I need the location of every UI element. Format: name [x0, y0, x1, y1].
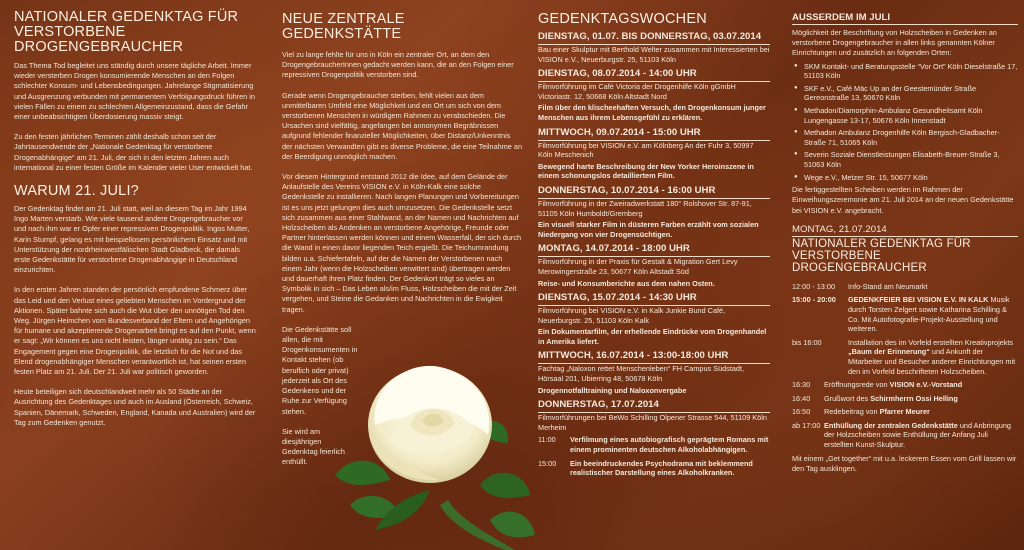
program-text-highlight: Enthüllung der zentralen Gedenkstätte [824, 420, 958, 430]
screening-row [538, 459, 770, 478]
program-text-highlight: VISION e.V.-Vorstand [889, 380, 963, 390]
paragraph: Sie wird am diesjährigen Gedenktag feierlich enthüllt. [282, 426, 345, 467]
program-text-post: und Ankunft der Mitarbeiter und Besucher anderer Einrichtungen mit den im Vorfeld beschrifteten Holzscheiben. [848, 347, 1016, 376]
event-date-heading: DONNERSTAG, 17.07.2014 [538, 399, 770, 413]
program-row [792, 380, 1018, 390]
heading-memorial-weeks: GEDENKTAGSWOCHEN [538, 11, 707, 27]
event-description: Ein Dokumentarfilm, der erhellende Eindrücke vom Drogenhandel in Amerika liefert. [538, 327, 767, 346]
program-text-pre: Grußwort des [824, 393, 871, 403]
paragraph: Die Gedenkstätte soll allen, die mit Drogenkonsumenten in Kontakt stehen (ob beruflich oder privat) jederzeit als Ort des Gedenkens und der Ruhe zur Verfügung stehen. [282, 324, 358, 416]
program-time: bis 16:00 [792, 337, 822, 347]
paragraph: Heute beteiligen sich deutschlandweit mehr als 50 Städte an der Ausrichtung des Gedenktages und auch im Ausland (Österreich, Schweiz, Spanien, Dänemark, Schweden, England, Kanada und Australien) wird der Tag zum Gedenken genutzt. [14, 387, 256, 427]
program-row [792, 407, 1018, 417]
screening-description: Ein beeindruckendes Psychodrama mit beklemmend realistischer Darstellung eines Alkoholkranken. [570, 458, 753, 478]
place-item: ● Methadon/Diamorphin-Ambulanz Gesundheitsamt Köln Lungengasse 13-17, 50676 Köln Innenstadt [792, 106, 1018, 125]
program-time: 12:00 - 13:00 [792, 281, 836, 291]
event-location: Filmvorführung bei VISION e.V. in Kalk Junkie Bund Café, Neuerburgstr. 25, 51103 Köln Kalk [538, 306, 726, 325]
heading-memorial-day: NATIONALER GEDENKTAG FÜR VERSTORBENE DROGENGEBRAUCHER [14, 9, 239, 55]
program-time: 15:00 - 20:00 [792, 295, 836, 305]
program-text-pre: Eröffnungsrede von [824, 380, 890, 390]
program-text [824, 394, 958, 404]
event-date-heading: DIENSTAG, 08.07.2014 - 14:00 UHR [538, 68, 770, 82]
program-text [848, 338, 1018, 376]
paragraph: Zu den festen jährlichen Terminen zählt deshalb schon seit der Jahrtausendwende der „Nationale Gedenktag für verstorbene Drogenabhängige“ am 21. Juli, der sich in den letzten Jahren auch international zu einer festen Größe im Kalender vieler User entwickelt hat. [14, 132, 253, 172]
event-location: Bau einer Skulptur mit Berthold Welter zusammen mit Interessierten bei VISION e.V., Neuerburgstr. 25, 51103 Köln [538, 45, 770, 64]
paragraph: Mit einem „Get together“ mit u.a. leckerem Essen vom Grill lassen wir den Tag ausklingen. [792, 453, 1017, 473]
event-description: Bewegend harte Beschreibung der New Yorker Heroinszene in einem schonungslos detailliertem Film. [538, 161, 754, 181]
paragraph: Das Thema Tod begleitet uns ständig durch unsere tägliche Arbeit. Immer wieder versterben Drogen konsumierende Menschen an den Folgen schlechter Konsum- und Lebensbedingungen. Jahrelange Stigmatisierung und Ausgrenzung verbunden mit permanentem Verfolgungsdruck führen in vielen Fällen zu einem zu schlechten Allgemeinzustand, dass die Gefahr einer unbeabsichtigten Überdosierung massiv steigt. [14, 61, 255, 122]
program-text-post: und Anbringung der Holzscheiben sowie Enthüllung der Anfang Juli erstellten Kunst-Skulptur. [824, 420, 1011, 450]
program-time: 16:30 [792, 380, 811, 390]
white-rose-image [330, 355, 535, 550]
program-row [792, 421, 1018, 450]
program-time: 16:40 [792, 393, 811, 403]
event-location: Filmvorführung in der Praxis für Gestalt & Migration Gert Levy Merowingerstraße 23, 50677 Köln Altstadt Süd [538, 257, 738, 276]
event-description: Drogennotfalltraining und Naloxonvergabe [538, 385, 687, 395]
column-also-in-july [792, 0, 1018, 550]
program-text [824, 380, 962, 390]
event-date-heading: DONNERSTAG, 10.07.2014 - 16:00 UHR [538, 185, 770, 199]
column-memorial-day [14, 0, 256, 550]
paragraph: Vor diesem Hintergrund entstand 2012 die Idee, auf dem Gelände der Anlaufstelle des Vereins VISION e.V. in Köln-Kalk eine solche Gedenkstelle zu installieren. Nach langen Planungen und Vorbereitungen ist es uns jetzt gelungen dies auch umzusetzen. Die Gedenkstelle setzt sich zusammen aus einer Stahlwand, an der Namen und Nachrichten auf Holzscheiben als Andenken an verstorbene Angehörige, Freunde oder Partner hinterlassen werden können und einem Wasserfall, der sich durch die Wand in einen davor liegenden Teich ergießt. Die Teichumrandung bilden u.a. Schiefertafeln, auf der die Namen der Verstorbenen nach einem Jahr (wenn die Holzscheiben verwittert sind) übertragen werden und dauerhaft ihren Platz finden. Der Gedenkort trägt so vieles an Symbolik in sich – Das Leben als/im Fluss, Holzscheiben die mit der Zeit vergehen, und Steine die Gedanken und Nachrichten in die Ewigkeit tragen. [282, 172, 522, 314]
place-item: ● SKF e.V., Café Mäc Up an der Geestemünder Straße Gereonstraße 13, 50670 Köln [792, 84, 1018, 103]
event-date-heading: DIENSTAG, 01.07. BIS DONNERSTAG, 03.07.2014 [538, 31, 770, 45]
program-text-highlight: Pfarrer Meurer [879, 407, 930, 417]
program-text [848, 295, 1018, 333]
event-description: Reise- und Konsumberichte aus dem nahen Osten. [538, 278, 715, 288]
program-text-highlight: „Baum der Erinnerung“ [848, 347, 930, 357]
program-row [792, 295, 1018, 333]
column-memorial-weeks [538, 0, 770, 550]
event-location: Fachtag „Naloxon rettet Menschenleben“ FH Campus Südstadt, Hörsaal 201, Ubierring 48, 50678 Köln [538, 364, 745, 384]
paragraph: Der Gedenktag findet am 21. Juli statt, weil an diesem Tag im Jahr 1994 Ingo Marten verstarb. Wie viele tausend andere Drogengebraucher vor und nach ihm war er Opfer einer repressiven Drogenpolitik. Ingos Mutter, Karin Stumpf, gelang es mit beispiellosem persönlichem Einsatz und mit Unterstützung der nordrheinwestfälischen Stadt Gladbeck, die damals erste Gedenkstätte für verstorbene Drogenabhängige in Deutschland einzurichten. [14, 204, 250, 275]
event-date-heading: DIENSTAG, 15.07.2014 - 14:30 UHR [538, 292, 770, 306]
place-item: ● SKM Kontakt- und Beratungsstelle “Vor Ort” Köln Dieselstraße 17, 51103 Köln [792, 62, 1018, 81]
program-time: 16:50 [792, 407, 811, 417]
event-location: Filmvorführung bei VISION e.V. am Kölnberg An der Fuhr 3, 50997 Köln Meschenich [538, 140, 754, 160]
program-text-highlight: Schirmherrn Ossi Helling [870, 393, 958, 403]
place-item: ● Severin Soziale Dienstleistungen Elisabeth-Breuer-Straße 3, 51063 Köln [792, 150, 1018, 169]
screening-list [538, 435, 770, 477]
program-row [792, 338, 1018, 376]
place-item: ● Wege e.V., Metzer Str. 15, 50677 Köln [792, 173, 1018, 183]
paragraph: Die fertiggestellten Scheiben werden im Rahmen der Einweihungszeremonie am 21. Juli 2014 an der neuen Gedenkstätte bei VISION e.V. angebracht. [792, 185, 1014, 215]
event-list [538, 31, 770, 432]
date-heading: MONTAG, 21.07.2014 [792, 224, 1018, 237]
screening-description: Verfilmung eines autobiografisch geprägtem Romans mit einem prominenten deutschen Alkoholabhängigen. [570, 435, 769, 455]
paragraph: Möglichkeit der Beschriftung von Holzscheiben in Gedenken an verstorbene Drogengebraucher in allen links genannten Kölner Einrichtungen und zusätzlich an folgenden Orten: [792, 28, 997, 58]
program-row [792, 394, 1018, 404]
heading-also-in-july: AUSSERDEM IM JULI [792, 12, 1018, 25]
event-date-heading: MITTWOCH, 16.07.2014 - 13:00-18:00 UHR [538, 350, 770, 364]
event-description: Ein visuell starker Film in düsteren Farben erzählt vom sozialen Niedergang von vier Drogensüchtigen. [538, 220, 759, 239]
event-location: Filmvorführungen bei BeWo Schilling Olpener Strasse 544, 51109 Köln Merheim [538, 413, 767, 432]
paragraph: Viel zu lange fehlte für uns in Köln ein zentraler Ort, an dem den DrogengebraucherInnen gedacht werden kann, die an den Folgen einer repressiven Drogenpolitik verstorben sind. [282, 50, 514, 80]
heading-why-july-21: WARUM 21. JULI? [14, 183, 139, 200]
program-text [824, 421, 1018, 450]
event-location: Filmvorführung im Café Victoria der Drogenhilfe Köln gGmbH Victoriastr. 12, 50668 Köln Altstadt Nord [538, 82, 736, 101]
event-date-heading: MONTAG, 14.07.2014 - 18:00 UHR [538, 243, 770, 257]
program-text-pre: Installation des im Vorfeld erstellten Kreativprojekts [848, 337, 1014, 347]
event-description: Film über den klischeehaften Versuch, den Drogenkonsum junger Menschen aus ihrem Lebensgefühl zu erklären. [538, 103, 766, 122]
screening-time: 11:00 [538, 435, 556, 445]
program-row [792, 282, 1018, 292]
program-text-pre: Info-Stand am Neumarkt [848, 281, 928, 291]
paragraph: In den ersten Jahren standen der persönlich empfundene Schmerz über das Leid und den Verlust eines geliebten Menschen im Vordergrund der Aktionen. Später bahnte sich auch die Wut über den unnötigen Tod den Weg. Jürgen Heimchen vom Bundesverband der Eltern und Angehörigen für humane und akzeptierende Drogenarbeit bringt es auf den Punkt, wenn er sagt: „Wir können es uns nicht leisten, länger untätig zu sein.“ Das Engagement gegen eine Drogenpolitik, die letztlich für die Not und das Elend drogenabhängiger Menschen verantwortlich ist, hat seinen ersten festen Platz am 21. Juli. Der 21. Juli war politisch geworden. [14, 285, 256, 377]
program-text-post: Musik durch Torsten Zelgert sowie Katharina Schilling & Co. Mit Autofotografie-Projekt-Ausstellung und weiteren. [848, 295, 1010, 334]
screening-time: 15:00 [538, 458, 557, 468]
place-item: ● Methadon Ambulanz Drogenhilfe Köln Bergisch-Gladbacher-Straße 71, 51065 Köln [792, 128, 1018, 147]
program-list [792, 282, 1018, 450]
program-text-pre: Redebeitrag von [824, 407, 880, 417]
program-text [848, 282, 928, 292]
event-title: NATIONALER GEDENKTAG FÜR VERSTORBENE DROGENGEBRAUCHER [792, 237, 971, 274]
program-text [824, 407, 930, 417]
screening-row [538, 435, 770, 454]
event-location: Filmvorführung in der Zweiradwerkstatt 180° Rolshover Str. 87-91, 51105 Köln Humboldt/Gremberg [538, 198, 752, 218]
program-time: ab 17:00 [792, 420, 821, 430]
places-list [792, 62, 1018, 183]
paragraph: Gerade wenn Drogengebraucher sterben, fehlt vielen aus dem unmittelbaren Umfeld eine Möglichkeit und ein Ort um sich von dem verstorbenen Menschen in würdigem Rahmen zu verabschieden. Die Ursachen sind vielfältig, angefangen bei annonymen Begräbnissen aufgrund fehlender finanzieller Möglichkeiten, über Distanz/Unkenntnis der nächsten Verwandten gibt es diverse Probleme, die eine Teilnahme an der Beerdigung unmöglich machen. [282, 90, 522, 161]
heading-new-memorial: NEUE ZENTRALE GEDENKSTÄTTE [282, 11, 405, 42]
event-date-heading: MITTWOCH, 09.07.2014 - 15:00 UHR [538, 127, 770, 141]
program-text-highlight: GEDENKFEIER BEI VISION E.V. IN KALK [848, 295, 989, 305]
